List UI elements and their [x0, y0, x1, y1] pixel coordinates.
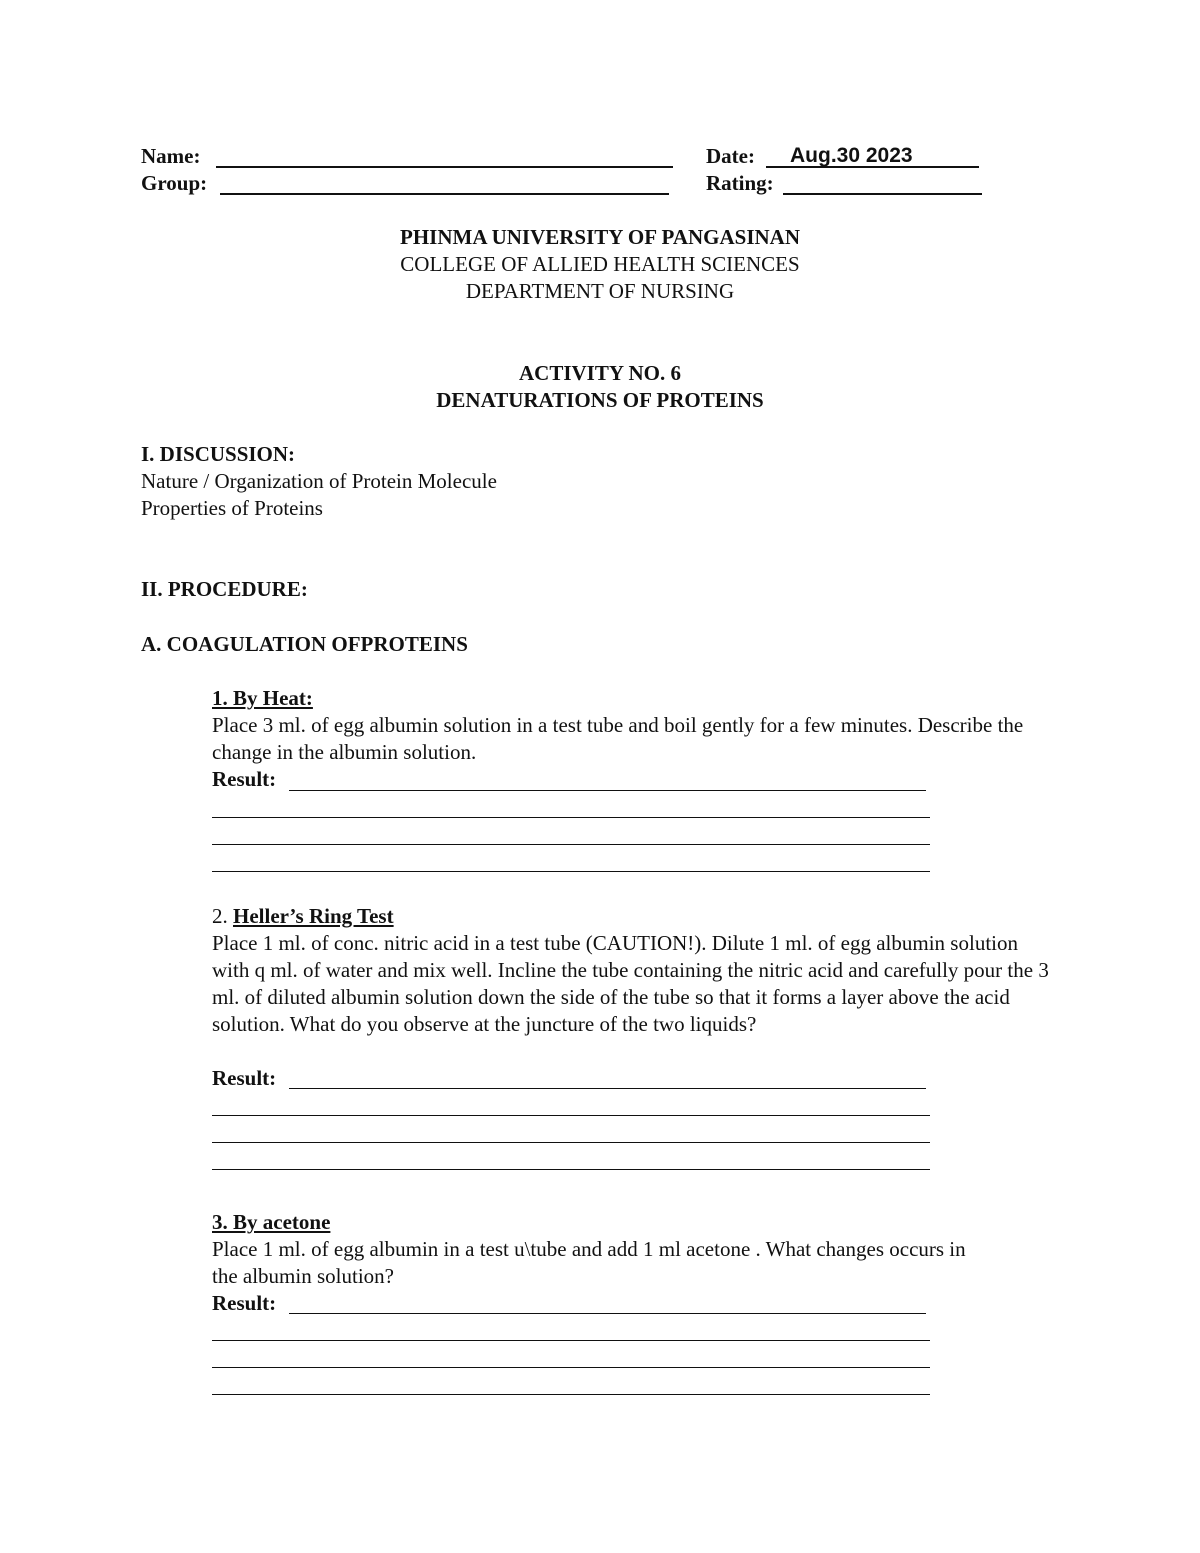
step-2-answer-line[interactable]	[289, 1088, 926, 1089]
step-2-result-label: Result:	[212, 1066, 277, 1090]
discussion-heading: I. DISCUSSION:	[141, 442, 296, 466]
discussion-item: Properties of Proteins	[141, 496, 323, 520]
step-1-answer-line[interactable]	[212, 871, 930, 872]
discussion-item: Nature / Organization of Protein Molecule	[141, 469, 497, 493]
procedure-heading: II. PROCEDURE:	[141, 577, 308, 601]
step-3-instructions: Place 1 ml. of egg albumin in a test u\tube and add 1 ml acetone . What changes occurs in the albumin solution?	[212, 1237, 966, 1288]
step-2-title: Heller’s Ring Test	[233, 904, 394, 928]
step-2-answer-line[interactable]	[212, 1142, 930, 1143]
procedure-subheading: A. COAGULATION OFPROTEINS	[141, 632, 468, 656]
name-field[interactable]	[216, 166, 673, 168]
college-name: COLLEGE OF ALLIED HEALTH SCIENCES	[400, 252, 800, 276]
date-value: Aug.30 2023	[790, 144, 913, 167]
rating-label: Rating:	[706, 171, 774, 195]
step-2-instructions: Place 1 ml. of conc. nitric acid in a test tube (CAUTION!). Dilute 1 ml. of egg albumin solution with q ml. of water and mix well. Incline the tube containing the nitric acid and carefully pour the 3 ml. of diluted albumin solution down the side of the tube so that it forms a layer above the acid solution. What do you observe at the juncture of the two liquids?	[212, 931, 1049, 1036]
step-1-instructions: Place 3 ml. of egg albumin solution in a test tube and boil gently for a few minutes. Describe the change in the albumin solution.	[212, 713, 1024, 764]
group-label: Group:	[141, 171, 208, 195]
step-3-answer-line[interactable]	[212, 1394, 930, 1395]
step-1-heading: 1. By Heat:	[212, 686, 313, 710]
activity-title: DENATURATIONS OF PROTEINS	[436, 388, 764, 412]
rating-field[interactable]	[783, 193, 982, 195]
step-2-answer-line[interactable]	[212, 1169, 930, 1170]
department-name: DEPARTMENT OF NURSING	[465, 279, 735, 303]
university-name: PHINMA UNIVERSITY OF PANGASINAN	[400, 225, 800, 249]
step-3-answer-line[interactable]	[212, 1367, 930, 1368]
step-1-answer-line[interactable]	[212, 844, 930, 845]
step-3-answer-line[interactable]	[289, 1313, 926, 1314]
step-1-answer-line[interactable]	[212, 817, 930, 818]
step-1-result-label: Result:	[212, 767, 277, 791]
step-1-answer-line[interactable]	[289, 790, 926, 791]
step-3-heading: 3. By acetone	[212, 1210, 331, 1234]
step-2-heading	[212, 903, 394, 930]
step-2-number: 2.	[212, 904, 228, 928]
step-3-result-label: Result:	[212, 1291, 277, 1315]
activity-number: ACTIVITY NO. 6	[519, 361, 681, 385]
step-3-answer-line[interactable]	[212, 1340, 930, 1341]
name-label: Name:	[141, 144, 201, 168]
date-label: Date:	[706, 144, 755, 168]
step-2-answer-line[interactable]	[212, 1115, 930, 1116]
group-field[interactable]	[220, 193, 669, 195]
